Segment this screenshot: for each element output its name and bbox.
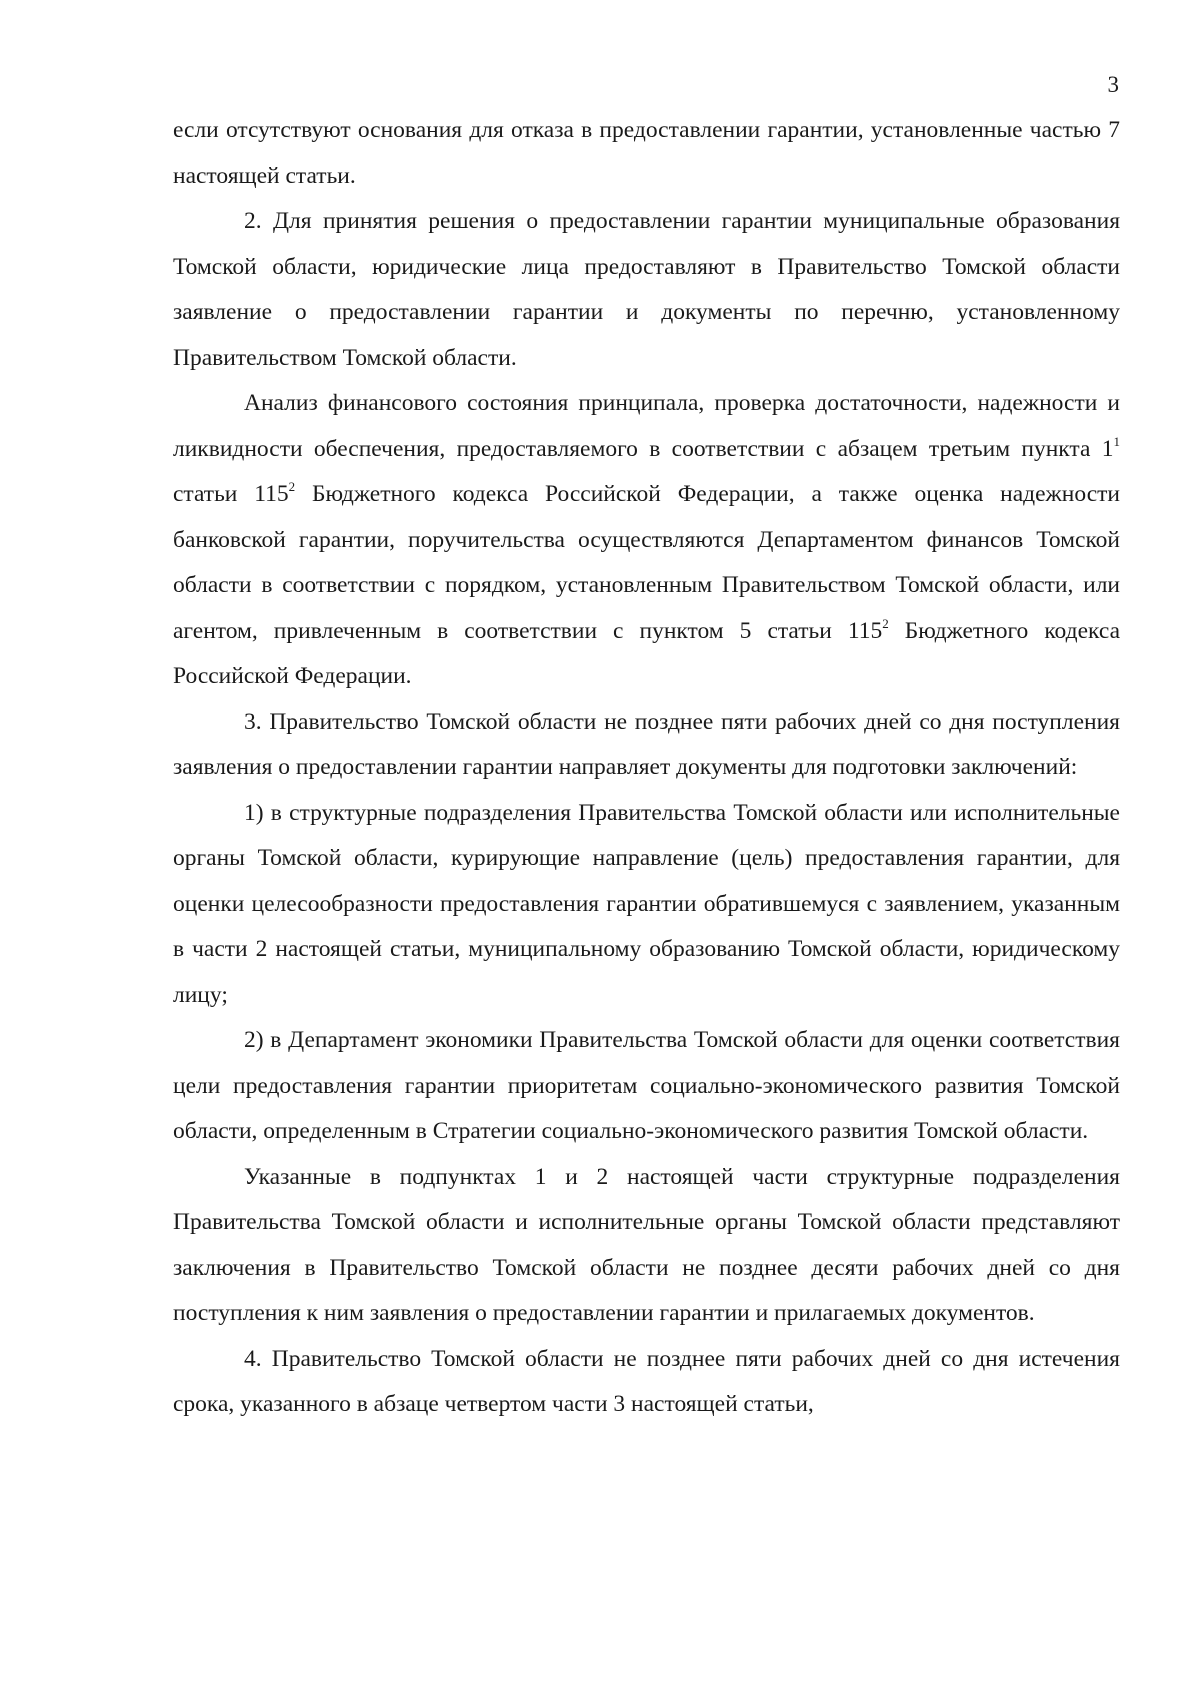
paragraph-subitem-1: 1) в структурные подразделения Правительства Томской области или исполнительные органы Томской области, курирующие направление (цель) предоставления гарантии, для оценки целесообразности предоставления гарантии обратившемуся с заявлением, указанным в части 2 настоящей статьи, муниципальному образованию Томской области, юридическому лицу;	[173, 799, 1120, 1008]
paragraph-analysis-text-d: Бюджетного кодекса Российской Федерации.	[173, 617, 1120, 689]
page-number: 3	[1107, 72, 1119, 97]
superscript-2: 2	[288, 479, 296, 494]
document-body	[173, 108, 1120, 1428]
paragraph-analysis-text-b: статьи 115	[173, 481, 289, 507]
paragraph-conclusions: Указанные в подпунктах 1 и 2 настоящей части структурные подразделения Правительства Томской области и исполнительные органы Томской области представляют заключения в Правительство Томской области не позднее десяти рабочих дней со дня поступления к ним заявления о предоставлении гарантии и прилагаемых документов.	[173, 1163, 1120, 1326]
paragraph-subitem-2: 2) в Департамент экономики Правительства Томской области для оценки соответствия цели предоставления гарантии приоритетам социально-экономического развития Томской области, определенным в Стратегии социально-экономического развития Томской области.	[173, 1027, 1120, 1144]
superscript-2b: 2	[882, 615, 889, 631]
paragraph-analysis-text-a: Анализ финансового состояния принципала, проверка достаточности, надежности и ликвидности обеспечения, предоставляемого в соответствии с абзацем третьим пункта 1	[173, 390, 1120, 462]
paragraph-continuation: если отсутствуют основания для отказа в предоставлении гарантии, установленные частью 7 настоящей статьи.	[173, 117, 1120, 189]
paragraph-item-4: 4. Правительство Томской области не позднее пяти рабочих дней со дня истечения срока, указанного в абзаце четвертом части 3 настоящей статьи,	[173, 1345, 1120, 1417]
paragraph-item-2: 2. Для принятия решения о предоставлении гарантии муниципальные образования Томской области, юридические лица предоставляют в Правительство Томской области заявление о предоставлении гарантии и документы по перечню, установленному Правительством Томской области.	[173, 208, 1120, 371]
paragraph-item-3: 3. Правительство Томской области не позднее пяти рабочих дней со дня поступления заявления о предоставлении гарантии направляет документы для подготовки заключений:	[173, 708, 1120, 780]
paragraph-analysis	[173, 381, 1120, 700]
superscript-1: 1	[1113, 433, 1120, 449]
paragraph-analysis-text-c: Бюджетного кодекса Российской Федерации, а также оценка надежности банковской гарантии, поручительства осуществляются Департаментом финансов Томской области в соответствии с порядком, установленным Правительством Томской области, или агентом, привлеченным в соответствии с пунктом 5 статьи 115	[173, 481, 1120, 644]
